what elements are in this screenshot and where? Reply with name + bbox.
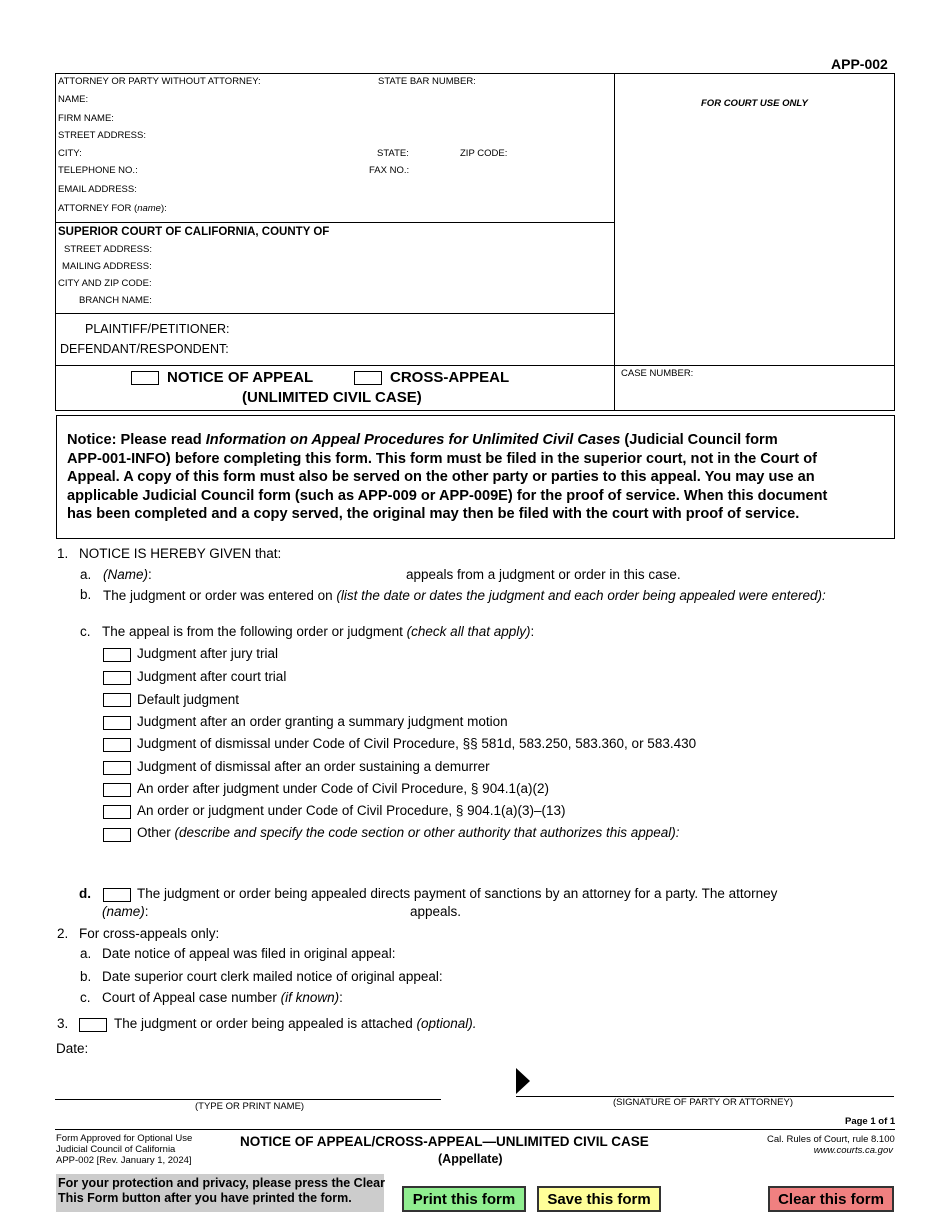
sanctions-checkbox[interactable] — [103, 888, 131, 902]
attorney-label: ATTORNEY OR PARTY WITHOUT ATTORNEY: — [58, 76, 261, 87]
print-form-button[interactable]: Print this form — [402, 1186, 526, 1212]
option-jury-trial-label: Judgment after jury trial — [137, 646, 279, 661]
option-other-label: Other (describe and specify the code section or other authority that authorizes this appeal): — [137, 825, 680, 840]
option-demurrer-label: Judgment of dismissal after an order sustaining a demurrer — [137, 759, 490, 774]
option-court-trial-label: Judgment after court trial — [137, 669, 287, 684]
option-ccp-904-checkbox[interactable] — [103, 805, 131, 819]
signature-label: (SIGNATURE OF PARTY OR ATTORNEY) — [613, 1097, 793, 1108]
item1d-appeals: appeals. — [410, 904, 462, 919]
item1-heading: NOTICE IS HEREBY GIVEN that: — [79, 546, 282, 561]
phone-label: TELEPHONE NO.: — [58, 165, 138, 176]
item2b-text: Date superior court clerk mailed notice of original appeal: — [102, 969, 443, 984]
item3-text: The judgment or order being appealed is attached (optional). — [114, 1016, 477, 1031]
item1c-letter: c. — [80, 624, 91, 639]
city-label: CITY: — [58, 148, 82, 159]
attached-checkbox[interactable] — [79, 1018, 107, 1032]
option-default-label: Default judgment — [137, 692, 240, 707]
option-other-checkbox[interactable] — [103, 828, 131, 842]
fax-label: FAX NO.: — [369, 165, 410, 176]
notice-of-appeal-checkbox[interactable] — [131, 371, 159, 385]
item1a-name-label: (Name): — [103, 567, 152, 582]
item2-heading: For cross-appeals only: — [79, 926, 220, 941]
state-label: STATE: — [377, 148, 409, 159]
item2c-letter: c. — [80, 990, 91, 1005]
court-use-label: FOR COURT USE ONLY — [701, 98, 808, 109]
item1a-text: appeals from a judgment or order in this case. — [406, 567, 681, 582]
option-jury-trial-checkbox[interactable] — [103, 648, 131, 662]
court-mailing-label: MAILING ADDRESS: — [62, 261, 152, 272]
item2c-text: Court of Appeal case number (if known): — [102, 990, 343, 1005]
option-dismissal-ccp-checkbox[interactable] — [103, 738, 131, 752]
item2a-text: Date notice of appeal was filed in original appeal: — [102, 946, 396, 961]
name-label: NAME: — [58, 94, 89, 105]
footer-rule: Cal. Rules of Court, rule 8.100 www.courts.ca.gov — [767, 1134, 895, 1156]
item1d-name-label: (name): — [102, 904, 149, 919]
option-demurrer-checkbox[interactable] — [103, 761, 131, 775]
website-link[interactable]: www.courts.ca.gov — [813, 1145, 893, 1156]
cross-appeal-checkbox[interactable] — [354, 371, 382, 385]
save-form-button[interactable]: Save this form — [537, 1186, 661, 1212]
date-label: Date: — [56, 1041, 89, 1056]
state-bar-label: STATE BAR NUMBER: — [378, 76, 476, 87]
notice-of-appeal-label: NOTICE OF APPEAL — [167, 369, 314, 386]
page-number: Page 1 of 1 — [845, 1116, 896, 1127]
item1b-letter: b. — [80, 587, 92, 602]
item2a-letter: a. — [80, 946, 92, 961]
street-label: STREET ADDRESS: — [58, 130, 146, 141]
signature-arrow-icon — [516, 1068, 532, 1094]
item1d-text: The judgment or order being appealed directs payment of sanctions by an attorney for a party. The attorney — [137, 886, 778, 901]
case-number-label: CASE NUMBER: — [621, 368, 694, 379]
item1b-text: The judgment or order was entered on (list the date or dates the judgment and each order being appealed were entered): — [103, 588, 826, 603]
item1d-letter: d. — [79, 886, 91, 901]
item1-number: 1. — [57, 546, 69, 561]
item1a-letter: a. — [80, 567, 92, 582]
option-after-judgment-checkbox[interactable] — [103, 783, 131, 797]
option-default-checkbox[interactable] — [103, 693, 131, 707]
form-approval: Form Approved for Optional Use Judicial Council of California APP-002 [Rev. January 1, 2024] — [56, 1133, 193, 1166]
court-branch-label: BRANCH NAME: — [79, 295, 152, 306]
email-label: EMAIL ADDRESS: — [58, 184, 137, 195]
caption-divider — [614, 73, 615, 411]
form-number: APP-002 — [831, 56, 888, 72]
footer-title: NOTICE OF APPEAL/CROSS-APPEAL—UNLIMITED CIVIL CASE — [240, 1134, 649, 1149]
attorney-for-label: ATTORNEY FOR (name): — [58, 203, 167, 214]
print-name-line — [55, 1099, 441, 1100]
item3-number: 3. — [57, 1016, 69, 1031]
option-after-judgment-label: An order after judgment under Code of Civil Procedure, § 904.1(a)(2) — [137, 781, 549, 796]
option-dismissal-ccp-label: Judgment of dismissal under Code of Civil Procedure, §§ 581d, 583.250, 583.360, or 583.430 — [137, 736, 697, 751]
option-summary-judgment-label: Judgment after an order granting a summary judgment motion — [137, 714, 508, 729]
item2b-letter: b. — [80, 969, 92, 984]
caption-subtitle: (UNLIMITED CIVIL CASE) — [242, 389, 422, 406]
item2-number: 2. — [57, 926, 69, 941]
option-court-trial-checkbox[interactable] — [103, 671, 131, 685]
print-name-label: (TYPE OR PRINT NAME) — [195, 1101, 305, 1112]
court-title: SUPERIOR COURT OF CALIFORNIA, COUNTY OF — [58, 226, 330, 238]
zip-label: ZIP CODE: — [460, 148, 508, 159]
court-street-label: STREET ADDRESS: — [64, 244, 152, 255]
clear-form-button[interactable]: Clear this form — [768, 1186, 894, 1212]
notice-text: Notice: Please read Information on Appeal Procedures for Unlimited Civil Cases (Judicial Council form APP-001-INFO) before completing this form. This form must be filed in the superior court, not in the Court of Appeal. A copy of this form must also be served on the other party or parties to this appeal. You may use an applicable Judicial Council form (such as APP-009 or APP-009E) for the proof of service. When this document has been completed and a copy served, the original may then be filed with the court with proof of service. — [67, 432, 828, 523]
option-ccp-904-label: An order or judgment under Code of Civil Procedure, § 904.1(a)(3)–(13) — [137, 803, 566, 818]
caption-box — [55, 73, 895, 411]
item1c-text: The appeal is from the following order or judgment (check all that apply): — [102, 624, 535, 639]
defendant-label: DEFENDANT/RESPONDENT: — [60, 342, 229, 356]
option-summary-judgment-checkbox[interactable] — [103, 716, 131, 730]
plaintiff-label: PLAINTIFF/PETITIONER: — [85, 322, 230, 336]
firm-label: FIRM NAME: — [58, 113, 114, 124]
privacy-notice: For your protection and privacy, please press the Clear This Form button after you have printed the form. — [56, 1174, 384, 1212]
cross-appeal-label: CROSS-APPEAL — [390, 369, 510, 386]
footer-subtitle: (Appellate) — [438, 1152, 503, 1166]
court-city-zip-label: CITY AND ZIP CODE: — [58, 278, 152, 289]
